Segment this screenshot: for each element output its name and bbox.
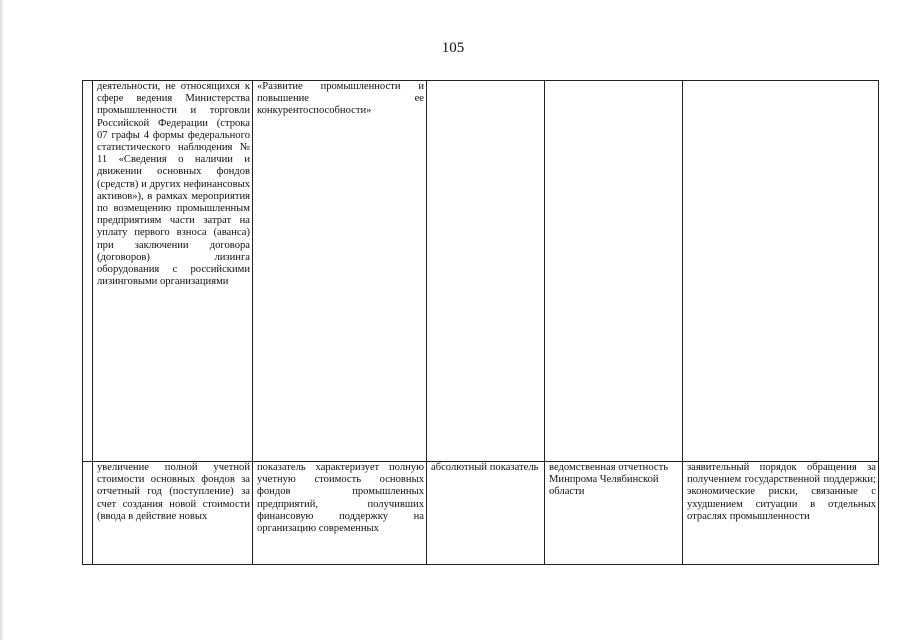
table-cell-source <box>545 81 683 462</box>
table-cell-type: абсолютный показатель <box>427 462 545 565</box>
table-cell-risks <box>683 81 879 462</box>
table-cell-indicator: увеличение полной учетной стоимости основных фондов за отчетный год (поступление) за счет создания новой стоимости (ввода в действие новых <box>93 462 253 565</box>
table-row <box>83 462 879 565</box>
table-cell-description: показатель характеризует полную учетную стоимость основных фондов промышленных предприятий, получивших финансовую поддержку на организацию современных <box>253 462 427 565</box>
table-cell-number <box>83 81 93 462</box>
page-edge-shadow <box>0 0 4 640</box>
table-row <box>83 81 879 462</box>
table-cell-risks: заявительный порядок обращения за получением государственной поддержки; экономические риски, связанные с ухудшением ситуации в отдельных отраслях промышленности <box>683 462 879 565</box>
page-number: 105 <box>441 40 465 56</box>
document-table <box>82 80 879 565</box>
table-cell-type <box>427 81 545 462</box>
table-cell-program: «Развитие промышленности и повышение ее конкурентоспособности» <box>253 81 427 462</box>
table-cell-number <box>83 462 93 565</box>
table-cell-indicator: деятельности, не относящихся к сфере ведения Министерства промышленности и торговли Российской Федерации (строка 07 графы 4 формы федерального статистического наблюдения № 11 «Сведения о наличии и движении основных фондов (средств) и других нефинансовых активов»), в рамках мероприятия по возмещению промышленным предприятиям части затрат на уплату первого взноса (аванса) при заключении договора (договоров) лизинга оборудования с российскими лизинговыми организациями <box>93 81 253 462</box>
table-cell-source: ведомственная отчетность Минпрома Челябинской области <box>545 462 683 565</box>
